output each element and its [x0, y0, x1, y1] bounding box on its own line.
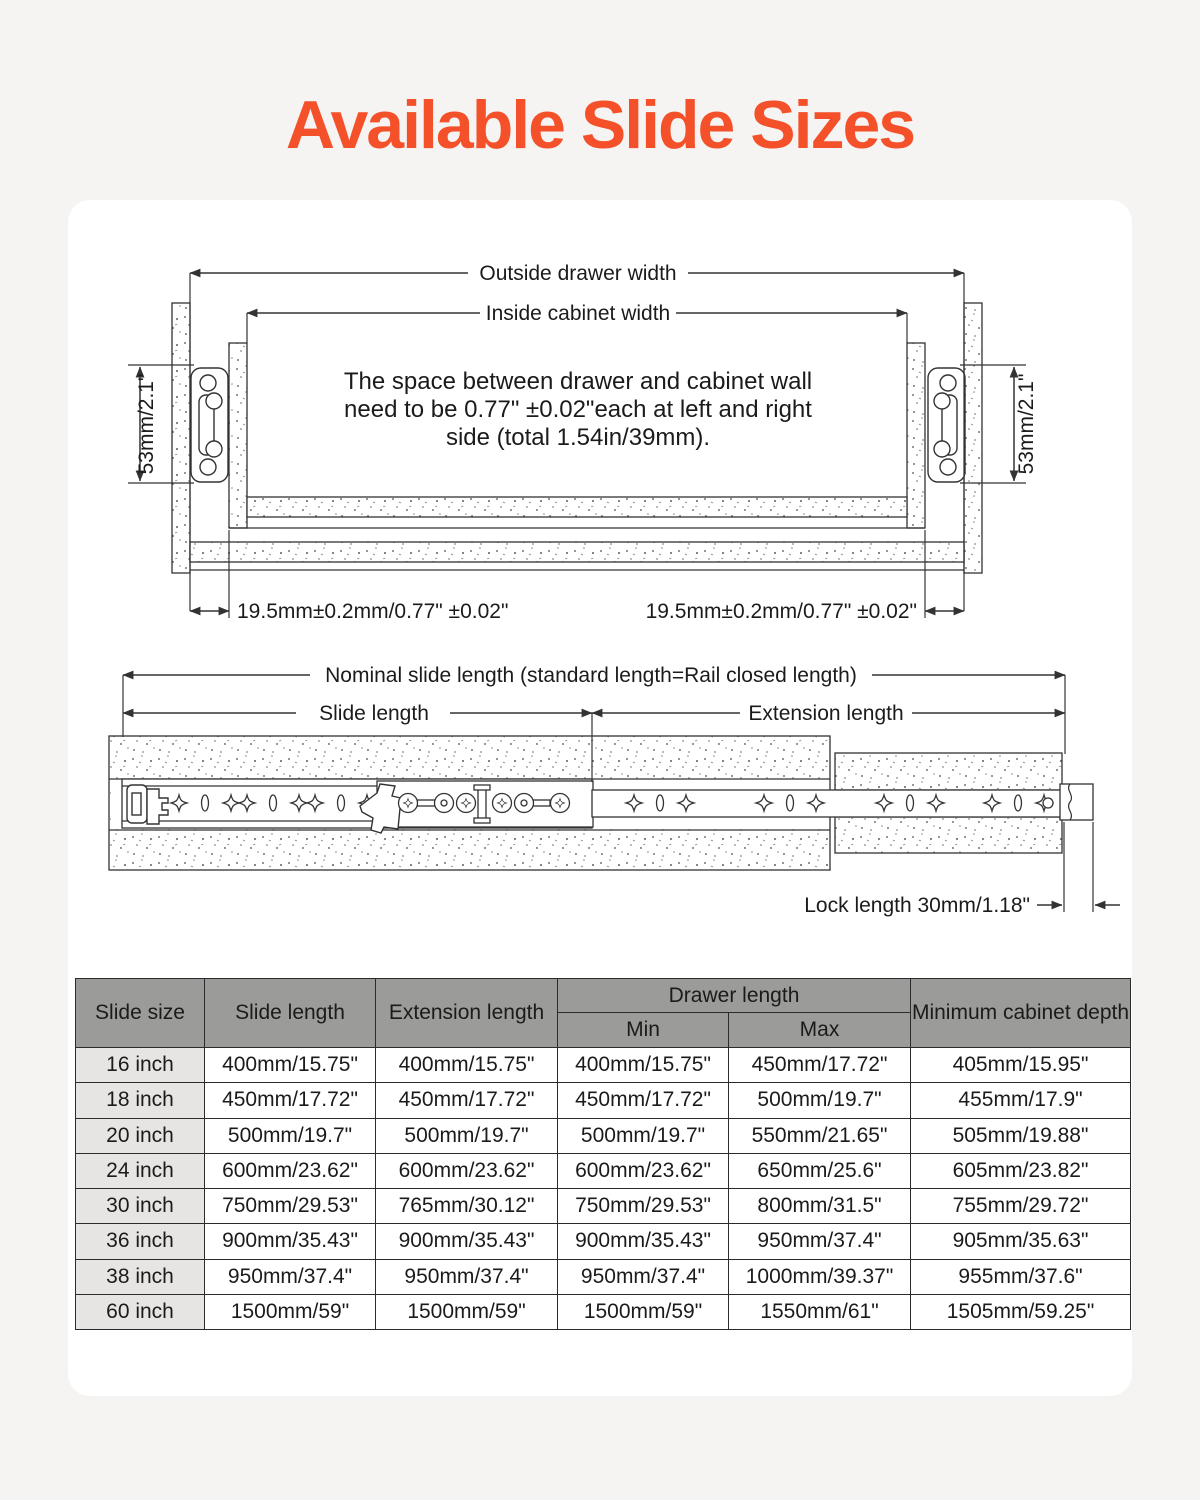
cabinet-wall-left: [172, 303, 190, 573]
cell-size: 30 inch: [76, 1189, 205, 1224]
header-slide-length: Slide length: [205, 979, 376, 1048]
cell-size: 38 inch: [76, 1259, 205, 1294]
slide-cross-section-right: [928, 368, 965, 482]
header-drawer-min: Min: [558, 1013, 729, 1048]
slide-length-label: Slide length: [319, 702, 429, 725]
cell-size: 16 inch: [76, 1048, 205, 1083]
cell-min: 400mm/15.75": [558, 1048, 729, 1083]
cabinet-bottom-panel: [190, 542, 964, 562]
cell-slide: 1500mm/59": [205, 1294, 376, 1329]
cell-min: 750mm/29.53": [558, 1189, 729, 1224]
cell-depth: 905mm/35.63": [911, 1224, 1131, 1259]
table-row: [76, 1259, 1131, 1294]
cell-max: 450mm/17.72": [729, 1048, 911, 1083]
cell-min: 450mm/17.72": [558, 1083, 729, 1118]
cell-depth: 605mm/23.82": [911, 1153, 1131, 1188]
cell-max: 950mm/37.4": [729, 1224, 911, 1259]
cabinet-wall-right: [964, 303, 982, 573]
table-row: [76, 1153, 1131, 1188]
cell-min: 950mm/37.4": [558, 1259, 729, 1294]
cell-min: 500mm/19.7": [558, 1118, 729, 1153]
cell-max: 1000mm/39.37": [729, 1259, 911, 1294]
cell-size: 36 inch: [76, 1224, 205, 1259]
side-gap-label-right: 19.5mm±0.2mm/0.77" ±0.02": [645, 600, 917, 623]
cell-size: 60 inch: [76, 1294, 205, 1329]
table-row: [76, 1224, 1131, 1259]
cell-depth: 455mm/17.9": [911, 1083, 1131, 1118]
page-title: Available Slide Sizes: [285, 87, 915, 163]
rail-length-diagram: [109, 663, 1120, 917]
slide-height-label-left: 53mm/2.1": [135, 373, 158, 475]
header-drawer-max: Max: [729, 1013, 911, 1048]
cell-min: 600mm/23.62": [558, 1153, 729, 1188]
cell-max: 1550mm/61": [729, 1294, 911, 1329]
table-row: [76, 1118, 1131, 1153]
cell-slide: 750mm/29.53": [205, 1189, 376, 1224]
cell-max: 800mm/31.5": [729, 1189, 911, 1224]
cell-depth: 755mm/29.72": [911, 1189, 1131, 1224]
cell-max: 500mm/19.7": [729, 1083, 911, 1118]
cell-slide: 450mm/17.72": [205, 1083, 376, 1118]
cell-depth: 405mm/15.95": [911, 1048, 1131, 1083]
header-slide-size: Slide size: [76, 979, 205, 1048]
cell-ext: 765mm/30.12": [376, 1189, 558, 1224]
cell-ext: 500mm/19.7": [376, 1118, 558, 1153]
drawer-bottom-panel: [247, 497, 907, 517]
header-min-cabinet-depth: Minimum cabinet depth: [911, 979, 1131, 1048]
slide-size-table: [75, 978, 1131, 1330]
cell-depth: 505mm/19.88": [911, 1118, 1131, 1153]
cell-ext: 950mm/37.4": [376, 1259, 558, 1294]
cell-slide: 900mm/35.43": [205, 1224, 376, 1259]
cell-slide: 400mm/15.75": [205, 1048, 376, 1083]
spacing-note-line2: need to be 0.77" ±0.02"each at left and right: [344, 396, 812, 423]
cell-depth: 1505mm/59.25": [911, 1294, 1131, 1329]
slide-height-label-right: 53mm/2.1": [1015, 373, 1038, 475]
side-gap-label-left: 19.5mm±0.2mm/0.77" ±0.02": [237, 600, 509, 623]
cell-max: 550mm/21.65": [729, 1118, 911, 1153]
cell-ext: 900mm/35.43": [376, 1224, 558, 1259]
lock-length-label: Lock length 30mm/1.18": [804, 894, 1030, 917]
table-row: [76, 1294, 1131, 1329]
cell-ext: 600mm/23.62": [376, 1153, 558, 1188]
drawer-side-right: [907, 343, 925, 528]
table-row: [76, 1083, 1131, 1118]
cell-min: 1500mm/59": [558, 1294, 729, 1329]
cross-section-diagram: [128, 261, 1038, 623]
cell-slide: 600mm/23.62": [205, 1153, 376, 1188]
cell-size: 24 inch: [76, 1153, 205, 1188]
cell-slide: 500mm/19.7": [205, 1118, 376, 1153]
cell-max: 650mm/25.6": [729, 1153, 911, 1188]
spacing-note-line3: side (total 1.54in/39mm).: [445, 424, 711, 451]
cell-depth: 955mm/37.6": [911, 1259, 1131, 1294]
header-drawer-length: Drawer length: [558, 979, 911, 1013]
cell-slide: 950mm/37.4": [205, 1259, 376, 1294]
drawer-side-left: [229, 343, 247, 528]
cell-ext: 400mm/15.75": [376, 1048, 558, 1083]
cell-ext: 450mm/17.72": [376, 1083, 558, 1118]
nominal-length-label: Nominal slide length (standard length=Rail closed length): [325, 664, 857, 687]
table-row: [76, 1048, 1131, 1083]
spacing-note-line1: The space between drawer and cabinet wall: [343, 368, 813, 395]
outside-drawer-width-label: Outside drawer width: [479, 262, 677, 285]
rail-end-lock-tab: [1060, 784, 1093, 820]
cell-size: 20 inch: [76, 1118, 205, 1153]
table-row: [76, 1189, 1131, 1224]
cell-min: 900mm/35.43": [558, 1224, 729, 1259]
extension-length-label: Extension length: [748, 702, 904, 725]
slide-cross-section-left: [191, 368, 228, 482]
header-extension-length: Extension length: [376, 979, 558, 1048]
cell-ext: 1500mm/59": [376, 1294, 558, 1329]
cell-size: 18 inch: [76, 1083, 205, 1118]
inside-cabinet-width-label: Inside cabinet width: [485, 302, 671, 325]
